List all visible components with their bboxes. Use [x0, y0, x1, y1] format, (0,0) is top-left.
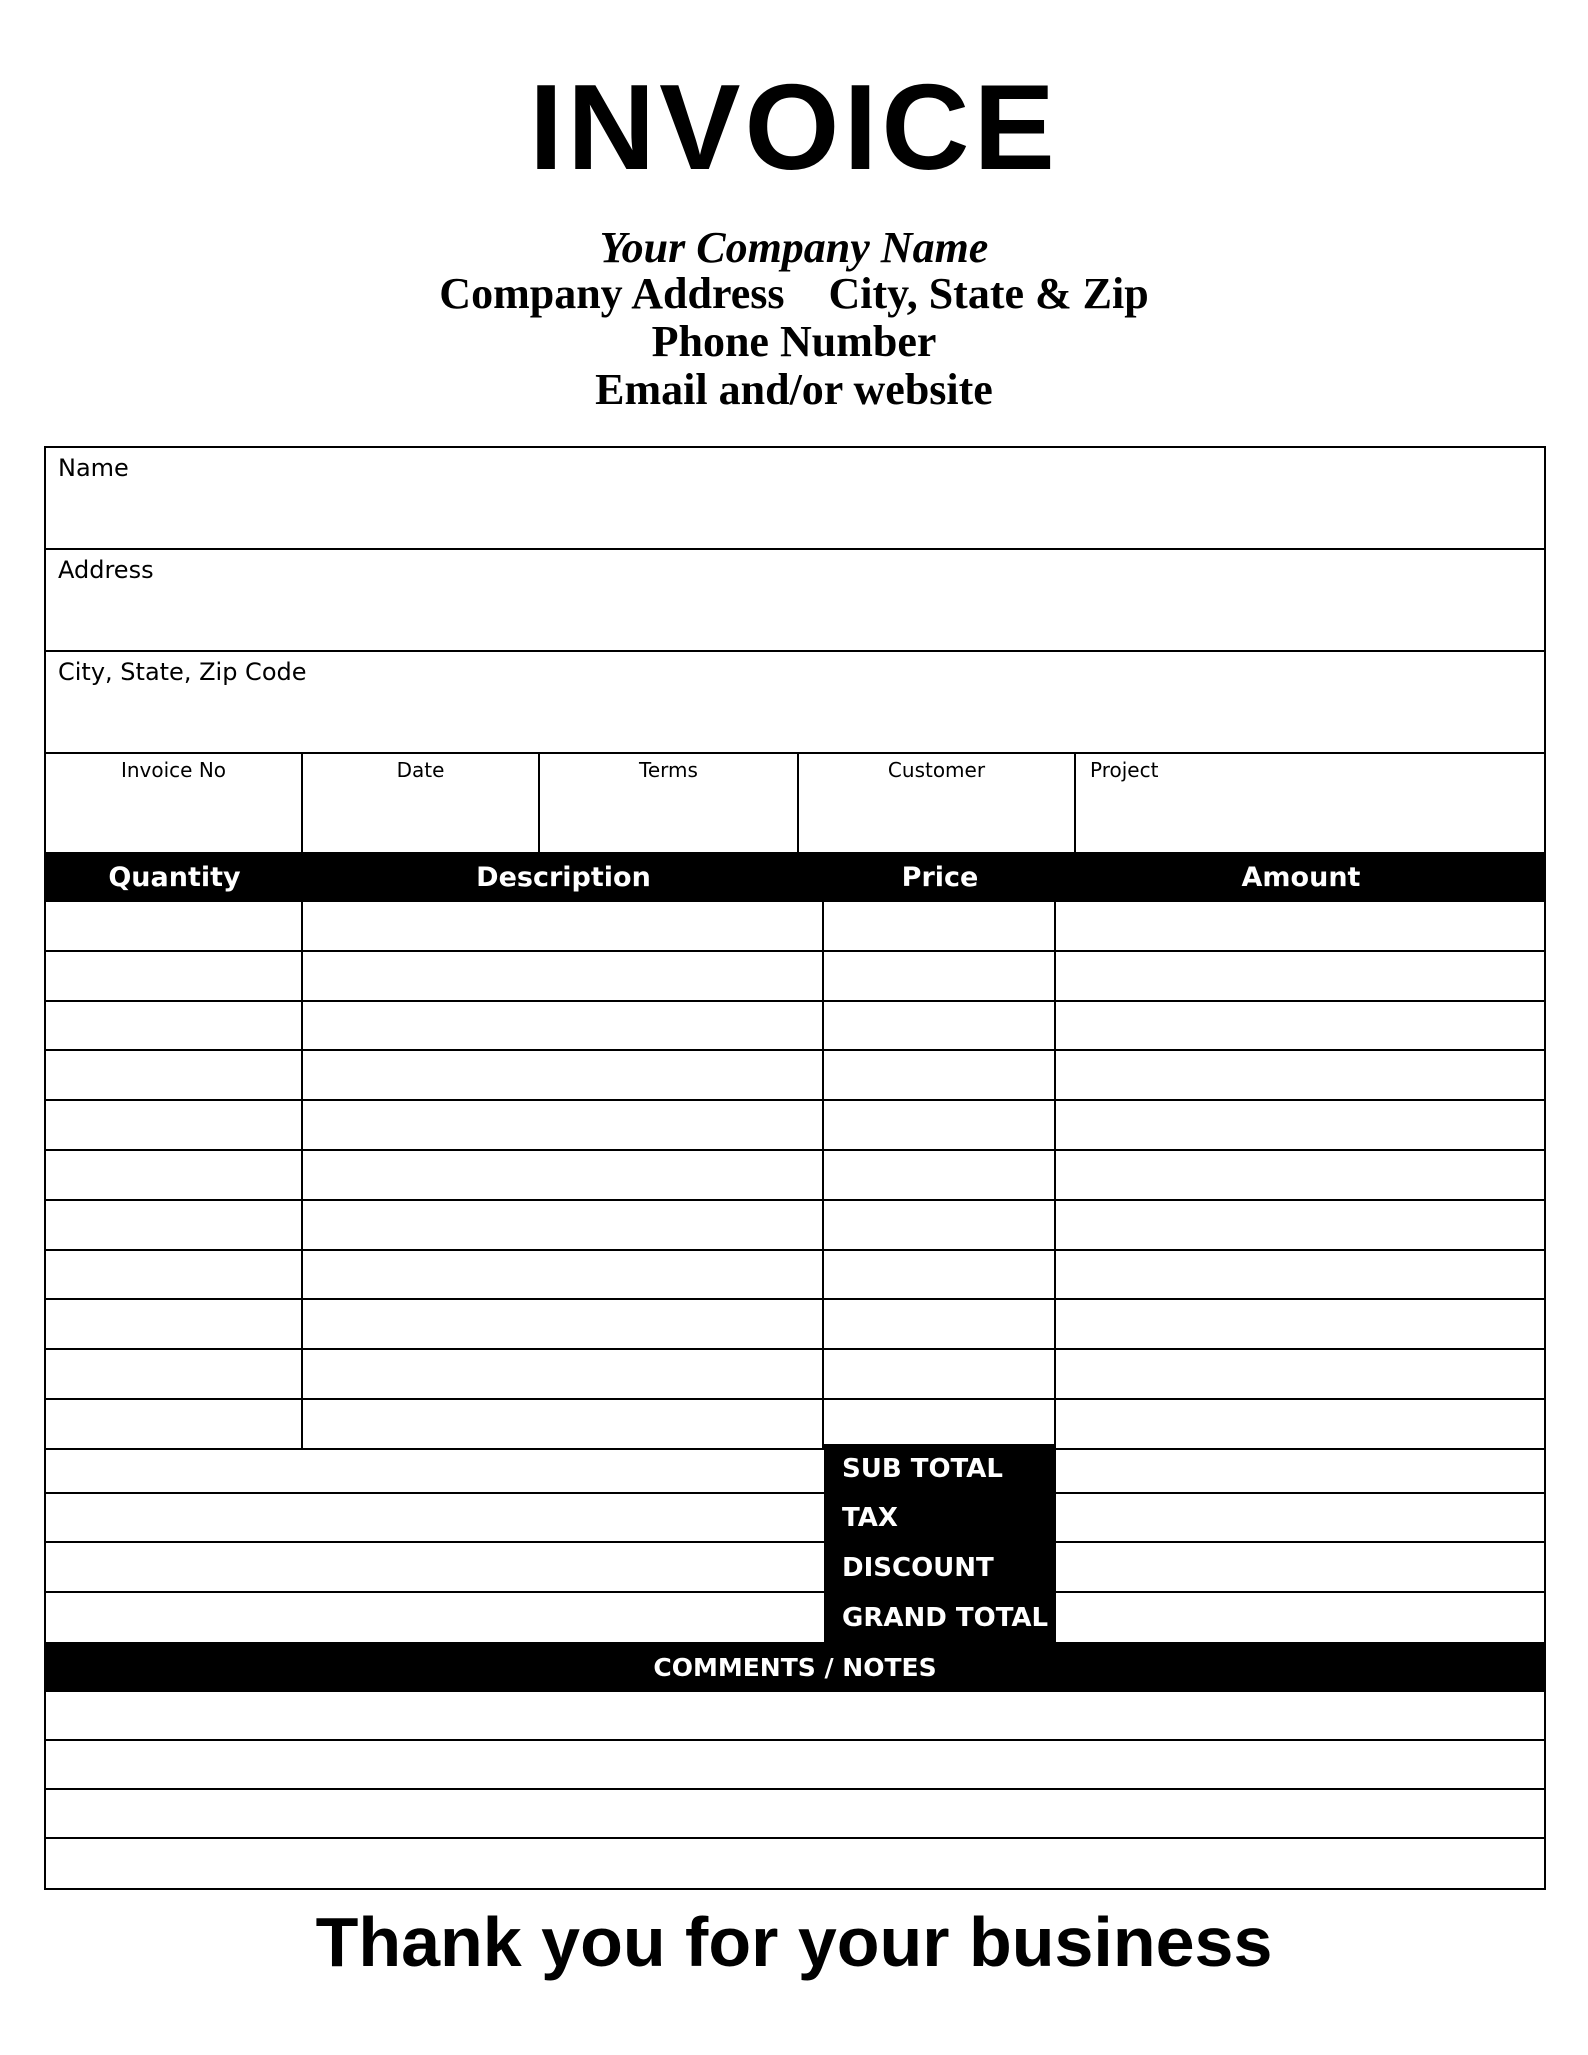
discount-row — [46, 1543, 1544, 1593]
name-label: Name — [58, 454, 129, 482]
subtotal-row — [46, 1444, 1544, 1494]
company-name: Your Company Name — [599, 223, 989, 272]
tax-label: TAX — [842, 1503, 898, 1534]
customer-label: Customer — [887, 758, 986, 782]
quantity-cell[interactable] — [46, 902, 303, 950]
amount-cell[interactable] — [1056, 952, 1544, 1000]
invoice-info-row — [46, 754, 1544, 852]
comments-header — [46, 1642, 1544, 1692]
city-state-zip-label: City, State, Zip Code — [58, 658, 307, 686]
comment-line[interactable] — [46, 1790, 1544, 1839]
company-address-line — [0, 270, 1588, 318]
description-cell[interactable] — [303, 1251, 824, 1299]
comments-title: COMMENTS / NOTES — [653, 1652, 937, 1682]
project-field[interactable] — [1076, 754, 1544, 852]
invoice-form — [44, 446, 1546, 1890]
price-cell[interactable] — [824, 902, 1056, 950]
price-cell[interactable] — [824, 1201, 1056, 1249]
comment-line[interactable] — [46, 1839, 1544, 1888]
quantity-cell[interactable] — [46, 1201, 303, 1249]
price-cell[interactable] — [824, 1251, 1056, 1299]
table-row — [46, 1251, 1544, 1301]
discount-label: DISCOUNT — [842, 1552, 994, 1583]
price-cell[interactable] — [824, 1002, 1056, 1050]
table-row — [46, 1400, 1544, 1450]
price-cell[interactable] — [824, 1101, 1056, 1149]
description-header: Description — [476, 861, 651, 893]
company-city-state-zip: City, State & Zip — [828, 269, 1149, 318]
amount-header: Amount — [1241, 861, 1361, 893]
date-label: Date — [396, 758, 445, 782]
description-cell[interactable] — [303, 1101, 824, 1149]
description-cell[interactable] — [303, 902, 824, 950]
amount-cell[interactable] — [1056, 1101, 1544, 1149]
invoice-no-label: Invoice No — [120, 758, 227, 782]
grand-total-value-cell[interactable] — [1056, 1593, 1544, 1643]
price-cell[interactable] — [824, 1350, 1056, 1398]
table-row — [46, 1201, 1544, 1251]
amount-cell[interactable] — [1056, 1051, 1544, 1099]
description-cell[interactable] — [303, 1002, 824, 1050]
subtotal-label-cell — [824, 1444, 1056, 1494]
comments-lines — [46, 1692, 1544, 1888]
amount-cell[interactable] — [1056, 902, 1544, 950]
quantity-cell[interactable] — [46, 1101, 303, 1149]
grand-total-row — [46, 1593, 1544, 1643]
tax-label-cell — [824, 1494, 1056, 1544]
table-row — [46, 902, 1544, 952]
city-state-zip-field[interactable] — [46, 652, 1544, 754]
comment-line[interactable] — [46, 1692, 1544, 1741]
description-cell[interactable] — [303, 952, 824, 1000]
amount-cell[interactable] — [1056, 1002, 1544, 1050]
quantity-header: Quantity — [108, 861, 241, 893]
table-row — [46, 1002, 1544, 1052]
description-cell[interactable] — [303, 1300, 824, 1348]
items-table-body — [46, 902, 1544, 1450]
price-cell[interactable] — [824, 1300, 1056, 1348]
customer-field[interactable] — [799, 754, 1076, 852]
thank-you-message: Thank you for your business — [315, 1903, 1273, 1981]
address-field[interactable] — [46, 550, 1544, 652]
description-cell[interactable] — [303, 1051, 824, 1099]
date-field[interactable] — [303, 754, 540, 852]
totals-section — [46, 1444, 1544, 1642]
discount-value-cell[interactable] — [1056, 1543, 1544, 1591]
tax-value-cell[interactable] — [1056, 1494, 1544, 1542]
subtotal-value-cell[interactable] — [1056, 1444, 1544, 1492]
quantity-cell[interactable] — [46, 952, 303, 1000]
grand-total-blank-cell[interactable] — [46, 1593, 824, 1643]
amount-cell[interactable] — [1056, 1201, 1544, 1249]
quantity-cell[interactable] — [46, 1002, 303, 1050]
name-field[interactable] — [46, 448, 1544, 550]
company-address: Company Address — [439, 269, 785, 318]
amount-cell[interactable] — [1056, 1151, 1544, 1199]
items-table-header — [46, 852, 1544, 902]
discount-blank-cell[interactable] — [46, 1543, 824, 1591]
table-row — [46, 1300, 1544, 1350]
price-cell[interactable] — [824, 1151, 1056, 1199]
price-cell[interactable] — [824, 952, 1056, 1000]
subtotal-blank-cell[interactable] — [46, 1444, 824, 1492]
grand-total-label: GRAND TOTAL — [842, 1603, 1049, 1634]
description-cell[interactable] — [303, 1201, 824, 1249]
description-cell[interactable] — [303, 1350, 824, 1398]
subtotal-label: SUB TOTAL — [842, 1453, 1003, 1484]
quantity-cell[interactable] — [46, 1300, 303, 1348]
quantity-cell[interactable] — [46, 1251, 303, 1299]
quantity-cell[interactable] — [46, 1400, 303, 1448]
terms-label: Terms — [639, 758, 698, 782]
project-label: Project — [1090, 758, 1159, 782]
price-header: Price — [901, 861, 979, 893]
quantity-cell[interactable] — [46, 1350, 303, 1398]
company-phone: Phone Number — [651, 317, 937, 366]
grand-total-label-cell — [824, 1593, 1056, 1645]
price-cell[interactable] — [824, 1400, 1056, 1448]
tax-row — [46, 1494, 1544, 1544]
company-email-website: Email and/or website — [595, 365, 993, 414]
table-row — [46, 1350, 1544, 1400]
quantity-cell[interactable] — [46, 1051, 303, 1099]
description-cell[interactable] — [303, 1400, 824, 1448]
amount-cell[interactable] — [1056, 1350, 1544, 1398]
table-row — [46, 1151, 1544, 1201]
amount-cell[interactable] — [1056, 1251, 1544, 1299]
address-label: Address — [58, 556, 154, 584]
description-cell[interactable] — [303, 1151, 824, 1199]
discount-label-cell — [824, 1543, 1056, 1593]
comment-line[interactable] — [46, 1741, 1544, 1790]
invoice-title: INVOICE — [529, 59, 1059, 195]
table-row — [46, 952, 1544, 1002]
invoice-no-field[interactable] — [46, 754, 303, 852]
price-cell[interactable] — [824, 1051, 1056, 1099]
amount-cell[interactable] — [1056, 1300, 1544, 1348]
terms-field[interactable] — [540, 754, 799, 852]
amount-cell[interactable] — [1056, 1400, 1544, 1448]
table-row — [46, 1051, 1544, 1101]
table-row — [46, 1101, 1544, 1151]
tax-blank-cell[interactable] — [46, 1494, 824, 1542]
quantity-cell[interactable] — [46, 1151, 303, 1199]
